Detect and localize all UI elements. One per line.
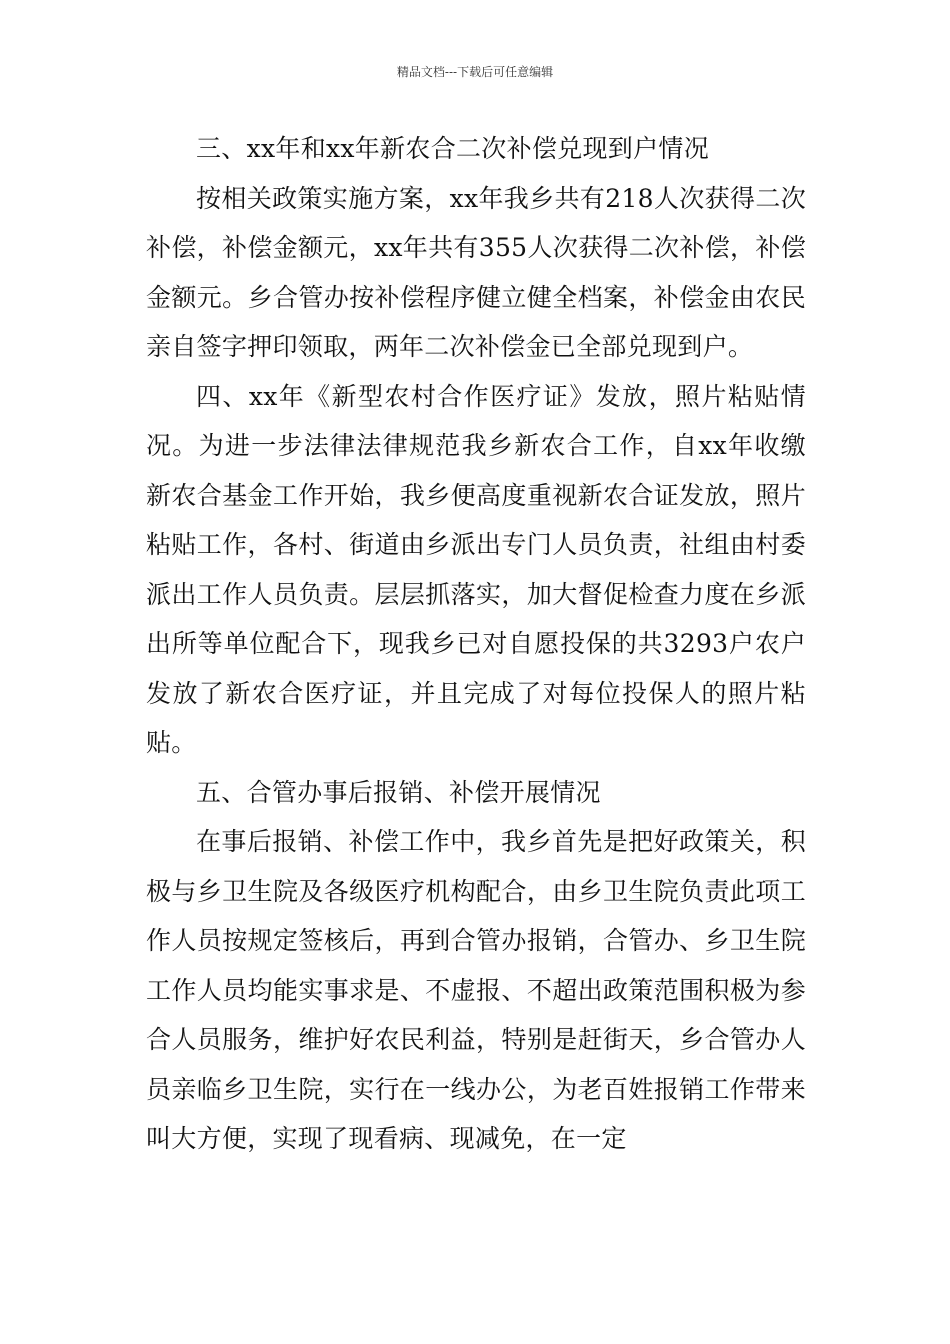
paragraph-reimbursement: 在事后报销、补偿工作中，我乡首先是把好政策关，积极与乡卫生院及各级医疗机构配合，由乡卫生院负责此项工作人员按规定签核后，再到合管办报销，合管办、乡卫生院工作人员均能实事求是、不虚报、不超出政策范围积极为参合人员服务，维护好农民利益，特别是赶街天，乡合管办人员亲临乡卫生院，实行在一线办公，为老百姓报销工作带来叫大方便，实现了现看病、现减免，在一定 xyxy=(146,827,806,1153)
paragraph-medical-card-distribution: 四、xx年《新型农村合作医疗证》发放，照片粘贴情况。为进一步法律法律规范我乡新农合工作，自xx年收缴新农合基金工作开始，我乡便高度重视新农合证发放，照片粘贴工作，各村、街道由乡派出专门人员负责，社组由村委派出工作人员负责。层层抓落实，加大督促检查力度在乡派出所等单位配合下，现我乡已对自愿投保的共3293户农户发放了新农合医疗证，并且完成了对每位投保人的照片粘贴。 xyxy=(146,381,806,757)
document-body xyxy=(146,124,806,1164)
section-heading-five: 五、合管办事后报销、补偿开展情况 xyxy=(196,777,601,807)
page-header: 精品文档---下载后可任意编辑 xyxy=(396,65,554,79)
paragraph-secondary-compensation: 按相关政策实施方案，xx年我乡共有218人次获得二次补偿，补偿金额元，xx年共有355人次获得二次补偿，补偿金额元。乡合管办按补偿程序健立健全档案，补偿金由农民亲自签字押印领取，两年二次补偿金已全部兑现到户。 xyxy=(146,183,806,361)
section-heading-three: 三、xx年和xx年新农合二次补偿兑现到户情况 xyxy=(196,134,709,163)
